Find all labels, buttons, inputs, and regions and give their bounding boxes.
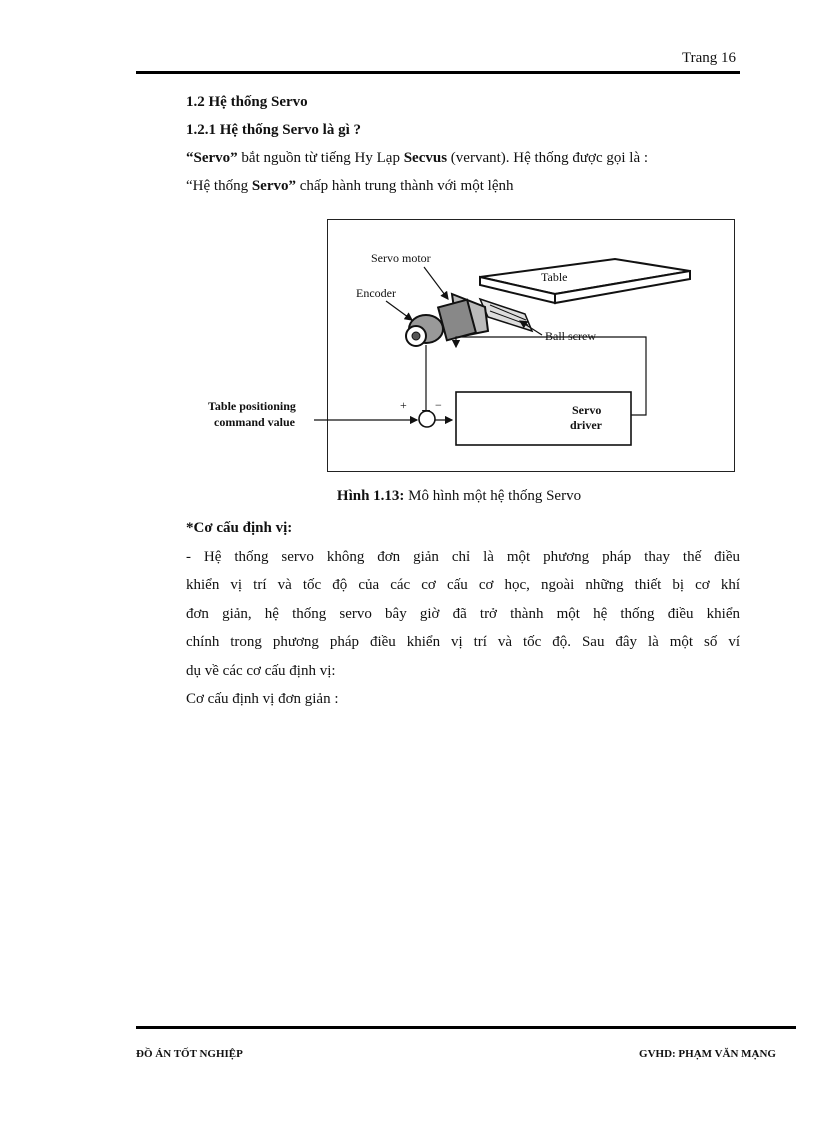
- driver-label-2: driver: [570, 418, 602, 432]
- intro-text-3: chấp hành trung thành với một lệnh: [296, 178, 514, 194]
- servo-driver-box: [456, 392, 631, 445]
- section-content: [186, 88, 742, 200]
- paragraph-line: dụ về các cơ cấu định vị:: [186, 662, 336, 679]
- minus-sign: −: [435, 398, 442, 412]
- intro-text-1: bắt nguồn từ tiếng Hy Lạp: [237, 150, 404, 166]
- intro-line-2: [186, 172, 742, 200]
- driver-label-1: Servo: [572, 403, 602, 417]
- table-label: Table: [541, 270, 568, 284]
- servo-motor-shape: [406, 294, 488, 346]
- paragraph-line: đơn giản, hệ thống servo bây giờ đã trở thành một hệ thống điều khiển: [186, 605, 740, 622]
- command-label-1: Table positioning: [208, 399, 296, 413]
- positioning-heading: *Cơ cấu định vị:: [186, 520, 293, 536]
- term-servo-2: Servo”: [251, 178, 296, 194]
- caption-label: Hình 1.13:: [336, 488, 405, 504]
- encoder-label: Encoder: [356, 286, 396, 300]
- footer-rule: [136, 1026, 796, 1029]
- page-number: Trang 16: [681, 50, 736, 66]
- subsection-heading: 1.2.1 Hệ thống Servo là gì ?: [186, 122, 361, 138]
- paragraph-line: - Hệ thống servo không đơn giản chỉ là một phương pháp thay thế điều: [186, 548, 740, 565]
- footer-left: ĐỒ ÁN TỐT NGHIỆP: [136, 1048, 243, 1060]
- servo-diagram: [190, 219, 736, 475]
- paragraph-line: chính trong phương pháp điều khiển vị trí và tốc độ. Sau đây là một số ví: [186, 634, 740, 650]
- paragraph-line: khiển vị trí và tốc độ của các cơ cấu cơ học, ngoài những thiết bị cơ khí: [186, 577, 740, 593]
- simple-positioning-line: Cơ cấu định vị đơn giản :: [186, 691, 339, 707]
- caption-text: Mô hình một hệ thống Servo: [404, 488, 582, 504]
- servo-motor-label: Servo motor: [371, 251, 431, 265]
- figure-caption: [186, 485, 732, 507]
- command-label-2: command value: [214, 415, 295, 429]
- footer-right: GVHD: PHẠM VĂN MẠNG: [639, 1048, 776, 1060]
- ball-screw-label: Ball screw: [545, 329, 596, 343]
- origin-word: Secvus: [403, 150, 448, 166]
- positioning-section: [186, 514, 740, 714]
- summing-junction: [419, 411, 435, 427]
- section-heading: 1.2 Hệ thống Servo: [186, 94, 308, 110]
- plus-sign: +: [400, 398, 407, 412]
- table-shape: [480, 259, 690, 303]
- term-servo: “Servo”: [186, 150, 238, 166]
- intro-text-2: (vervant). Hệ thống được gọi là :: [447, 150, 649, 166]
- header-rule: [136, 71, 740, 74]
- intro-line-1: [186, 144, 742, 172]
- intro-prefix: “Hệ thống: [186, 178, 252, 194]
